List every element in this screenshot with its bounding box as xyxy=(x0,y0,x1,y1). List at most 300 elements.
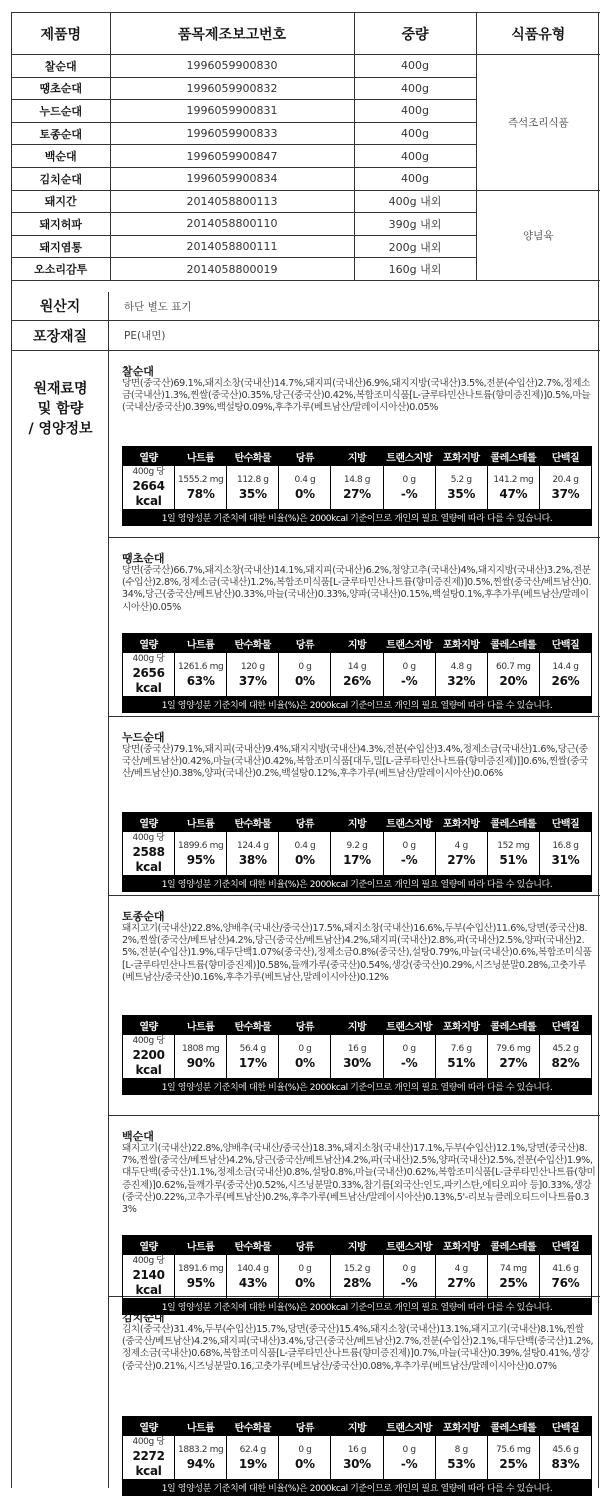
nutrient-percent: 53% xyxy=(447,1456,476,1471)
nutrition-header: 나트륨 xyxy=(175,1417,227,1436)
nutrient-amount: 41.6 g xyxy=(552,1263,579,1274)
nutrient-cell xyxy=(539,1255,591,1299)
nutrient-percent: -% xyxy=(400,1055,418,1070)
nutrition-header: 나트륨 xyxy=(175,447,227,466)
nutrient-amount: 45.6 g xyxy=(552,1444,579,1455)
nutrient-amount: 7.6 g xyxy=(450,1043,472,1054)
nutrient-amount: 1899.6 mg xyxy=(178,840,224,851)
nutrition-header-row xyxy=(123,447,592,466)
ingredients-label-line: / 영양정보 xyxy=(28,421,93,437)
nutrient-percent: -% xyxy=(400,1275,418,1290)
header-product-name: 제품명 xyxy=(12,13,110,55)
weight: 400g xyxy=(354,145,476,168)
nutrition-footnote-row xyxy=(123,510,592,526)
nutrient-amount: 15.2 g xyxy=(343,1263,371,1274)
nutrient-percent: 0% xyxy=(294,1055,315,1070)
ingredients-label-cell xyxy=(12,351,109,1488)
energy-kcal: 2140 kcal xyxy=(132,1268,165,1297)
nutrient-percent: 37% xyxy=(238,673,267,688)
report-number: 1996059900831 xyxy=(110,100,354,123)
nutrition-value-row xyxy=(123,653,592,697)
nutrition-header: 나트륨 xyxy=(175,813,227,832)
nutrient-amount: 60.7 mg xyxy=(496,661,531,672)
nutrition-header: 당류 xyxy=(279,634,331,653)
ingredients-label-line: 및 함량 xyxy=(37,401,84,417)
nutrition-header: 지방 xyxy=(331,1417,383,1436)
energy-cell xyxy=(123,1035,175,1079)
serving-size: 400g 당 xyxy=(132,654,165,664)
nutrition-header: 단백질 xyxy=(539,447,591,466)
nutrition-table xyxy=(122,633,592,713)
nutrient-cell xyxy=(487,466,539,510)
nutrient-percent: 20% xyxy=(499,673,528,688)
nutrient-percent: 95% xyxy=(186,852,215,867)
nutrition-footnote-row xyxy=(123,876,592,892)
packaging-value: PE(내면) xyxy=(124,330,166,342)
nutrient-cell xyxy=(331,1035,383,1079)
origin-row xyxy=(12,292,600,321)
nutrient-cell xyxy=(539,1035,591,1079)
nutrient-amount: 124.4 g xyxy=(237,840,269,851)
packaging-label: 포장재질 xyxy=(12,321,109,350)
nutrient-cell xyxy=(539,653,591,697)
product-name: 백순대 xyxy=(12,145,110,168)
nutrition-table xyxy=(122,1015,592,1095)
product-block xyxy=(109,538,600,717)
nutrient-cell xyxy=(331,466,383,510)
nutrient-amount: 0 g xyxy=(402,840,416,851)
nutrition-header: 포화지방 xyxy=(435,1417,487,1436)
nutrient-cell xyxy=(175,832,227,876)
nutrition-header-row xyxy=(123,1236,592,1255)
nutrient-cell xyxy=(175,466,227,510)
nutrition-header: 당류 xyxy=(279,447,331,466)
nutrient-amount: 45.2 g xyxy=(552,1043,579,1054)
packaging-row xyxy=(12,321,600,351)
nutrition-header: 단백질 xyxy=(539,813,591,832)
nutrient-percent: 0% xyxy=(294,673,315,688)
product-name: 돼지허파 xyxy=(12,213,110,236)
nutrient-percent: 47% xyxy=(499,486,528,501)
nutrition-header: 당류 xyxy=(279,813,331,832)
report-number: 2014058800113 xyxy=(110,190,354,213)
nutrition-header: 지방 xyxy=(331,1236,383,1255)
nutrient-percent: 32% xyxy=(447,673,476,688)
ingredients-text: 당면(중국산)69.1%,돼지소창(국내산)14.7%,돼지피(국내산)6.9%,돼지지방(국내산)3.5%,전분(수입산)2.7%,정제소금(국내산)1.3%,찐쌀(중국산)0.35%,당근(중국산)0.42%,복합조미식품[L-글루타민산나트륨(향미증진제)]0.5%,마늘(국내산/중국산)0.39%,백설탕0.09%,후추가루(베트남산/말레이시아산)0.05% xyxy=(122,378,591,414)
nutrition-header: 콜레스테롤 xyxy=(487,1417,539,1436)
nutrient-percent: 17% xyxy=(238,1055,267,1070)
header-food-type: 식품유형 xyxy=(476,13,600,55)
nutrition-header: 지방 xyxy=(331,634,383,653)
nutrient-cell xyxy=(331,653,383,697)
nutrient-percent: 0% xyxy=(294,486,315,501)
nutrition-header: 지방 xyxy=(331,447,383,466)
nutrient-amount: 0 g xyxy=(402,474,416,485)
serving-size: 400g 당 xyxy=(132,1036,165,1046)
nutrient-percent: 27% xyxy=(343,486,371,501)
nutrition-header: 열량 xyxy=(123,1236,175,1255)
product-row xyxy=(12,55,600,78)
nutrient-percent: 78% xyxy=(186,486,215,501)
nutrient-cell xyxy=(227,466,279,510)
ingredients-label-line: 원재료명 xyxy=(33,381,88,397)
nutrient-cell xyxy=(539,466,591,510)
nutrient-cell xyxy=(279,1035,331,1079)
product-name: 토종순대 xyxy=(12,122,110,145)
nutrition-header: 나트륨 xyxy=(175,1236,227,1255)
nutrition-header: 콜레스테롤 xyxy=(487,447,539,466)
nutrient-amount: 140.4 g xyxy=(237,1263,269,1274)
nutrition-header: 단백질 xyxy=(539,1236,591,1255)
nutrient-amount: 75.6 mg xyxy=(496,1444,531,1455)
nutrition-header: 당류 xyxy=(279,1016,331,1035)
serving-size: 400g 당 xyxy=(132,1256,165,1266)
nutrient-cell xyxy=(383,1436,435,1480)
nutrient-amount: 16 g xyxy=(347,1043,367,1054)
nutrition-header: 포화지방 xyxy=(435,634,487,653)
nutrient-percent: 63% xyxy=(186,673,215,688)
product-info-sheet xyxy=(11,12,599,1494)
nutrient-amount: 79.6 mg xyxy=(496,1043,531,1054)
nutrition-header: 포화지방 xyxy=(435,1236,487,1255)
nutrient-percent: 19% xyxy=(238,1456,267,1471)
nutrient-percent: 94% xyxy=(186,1456,215,1471)
nutrition-footnote: 1일 영양성분 기준치에 대한 비율(%)은 2000kcal 기준이므로 개인의 필요 열량에 따라 다를 수 있습니다. xyxy=(123,510,592,526)
energy-cell xyxy=(123,1255,175,1299)
product-block xyxy=(109,1116,600,1313)
nutrient-percent: 83% xyxy=(551,1456,580,1471)
product-block-name: 땡초순대 xyxy=(122,552,165,565)
nutrient-amount: 62.4 g xyxy=(239,1444,266,1455)
nutrient-percent: 17% xyxy=(343,852,371,867)
nutrient-percent: 26% xyxy=(343,673,371,688)
nutrient-percent: 51% xyxy=(499,852,528,867)
weight: 160g 내외 xyxy=(354,258,476,281)
product-block-name: 백순대 xyxy=(122,1130,154,1143)
weight: 200g 내외 xyxy=(354,235,476,258)
nutrition-header: 콜레스테롤 xyxy=(487,634,539,653)
nutrient-cell xyxy=(175,653,227,697)
weight: 400g xyxy=(354,122,476,145)
energy-kcal: 2588 kcal xyxy=(132,845,165,874)
nutrition-header-row xyxy=(123,1417,592,1436)
nutrient-percent: 25% xyxy=(499,1456,528,1471)
nutrient-cell xyxy=(331,832,383,876)
serving-size: 400g 당 xyxy=(132,467,165,477)
nutrient-amount: 152 mg xyxy=(497,840,530,851)
nutrition-header: 포화지방 xyxy=(435,1016,487,1035)
nutrition-header: 열량 xyxy=(123,1016,175,1035)
weight: 400g 내외 xyxy=(354,190,476,213)
nutrition-header: 당류 xyxy=(279,1417,331,1436)
nutrient-cell xyxy=(227,1035,279,1079)
report-number: 1996059900830 xyxy=(110,55,354,78)
nutrient-amount: 120 g xyxy=(240,661,265,672)
report-number: 1996059900847 xyxy=(110,145,354,168)
nutrient-percent: 0% xyxy=(294,1456,315,1471)
ingredients-text: 당면(중국산)79.1%,돼지피(국내산)9.4%,돼지지방(국내산)4.3%,전분(수입산)3.4%,정제소금(국내산)1.6%,당근(중국산/베트남산)0.42%,마늘(국내산)0.42%,복합조미식품[대두,밀[L-글루타민산나트륨(향미증진제)]]0.6%,찐쌀(중국산/베트남산)0.38%,양파(국내산)0.2%,백설탕0.12%,후추가루(베트남산/말레이시아산)0.06% xyxy=(122,744,588,780)
nutrient-cell xyxy=(435,832,487,876)
nutrient-amount: 8 g xyxy=(454,1444,468,1455)
report-number: 1996059900834 xyxy=(110,167,354,190)
nutrient-percent: 76% xyxy=(551,1275,580,1290)
nutrient-percent: 51% xyxy=(447,1055,476,1070)
product-table-body xyxy=(12,55,600,281)
nutrient-cell xyxy=(383,653,435,697)
nutrition-value-row xyxy=(123,1035,592,1079)
nutrition-header: 단백질 xyxy=(539,1417,591,1436)
nutrient-cell xyxy=(383,1035,435,1079)
report-number: 1996059900833 xyxy=(110,122,354,145)
nutrient-amount: 14 g xyxy=(347,661,367,672)
product-table-header xyxy=(12,13,600,55)
product-block xyxy=(109,351,600,538)
energy-cell xyxy=(123,832,175,876)
report-number: 2014058800111 xyxy=(110,235,354,258)
nutrition-table xyxy=(122,1416,592,1496)
nutrient-percent: 26% xyxy=(551,673,580,688)
nutrient-cell xyxy=(331,1436,383,1480)
energy-kcal: 2664 kcal xyxy=(132,479,165,508)
weight: 400g xyxy=(354,77,476,100)
product-name: 돼지염통 xyxy=(12,235,110,258)
nutrient-amount: 14.4 g xyxy=(552,661,579,672)
nutrition-header: 탄수화물 xyxy=(227,447,279,466)
nutrient-cell xyxy=(435,1255,487,1299)
nutrient-cell xyxy=(435,653,487,697)
nutrition-header: 콜레스테롤 xyxy=(487,813,539,832)
nutrient-amount: 0 g xyxy=(298,1043,312,1054)
nutrient-percent: 28% xyxy=(343,1275,371,1290)
nutrition-header: 트랜스지방 xyxy=(383,447,435,466)
nutrition-header: 단백질 xyxy=(539,634,591,653)
energy-kcal: 2656 kcal xyxy=(132,666,165,695)
nutrition-header: 나트륨 xyxy=(175,634,227,653)
report-number: 1996059900832 xyxy=(110,77,354,100)
nutrient-percent: 0% xyxy=(294,1275,315,1290)
nutrient-amount: 0 g xyxy=(402,1444,416,1455)
nutrient-cell xyxy=(435,466,487,510)
nutrient-percent: 43% xyxy=(238,1275,267,1290)
energy-kcal: 2272 kcal xyxy=(132,1449,165,1478)
product-block-name: 김치순대 xyxy=(122,1311,165,1324)
nutrient-amount: 4 g xyxy=(454,1263,468,1274)
nutrition-header: 트랜스지방 xyxy=(383,634,435,653)
weight: 390g 내외 xyxy=(354,213,476,236)
nutrient-percent: 31% xyxy=(551,852,580,867)
nutrient-percent: 27% xyxy=(499,1055,528,1070)
nutrient-percent: 95% xyxy=(186,1275,215,1290)
report-number: 2014058800019 xyxy=(110,258,354,281)
weight: 400g xyxy=(354,100,476,123)
product-block xyxy=(109,896,600,1116)
nutrient-percent: 27% xyxy=(447,852,476,867)
nutrient-amount: 1555.2 mg xyxy=(178,474,224,485)
nutrient-amount: 4 g xyxy=(454,840,468,851)
energy-cell xyxy=(123,466,175,510)
nutrient-percent: 82% xyxy=(551,1055,580,1070)
nutrient-percent: -% xyxy=(400,673,418,688)
energy-cell xyxy=(123,653,175,697)
nutrient-amount: 0.4 g xyxy=(294,474,316,485)
nutrient-amount: 0 g xyxy=(298,1444,312,1455)
product-name: 누드순대 xyxy=(12,100,110,123)
nutrition-header: 콜레스테롤 xyxy=(487,1236,539,1255)
nutrition-header: 열량 xyxy=(123,813,175,832)
nutrient-cell xyxy=(279,466,331,510)
nutrition-header: 트랜스지방 xyxy=(383,1016,435,1035)
product-block xyxy=(109,717,600,896)
nutrition-footnote-row xyxy=(123,1079,592,1095)
nutrition-header: 트랜스지방 xyxy=(383,1417,435,1436)
nutrient-percent: 27% xyxy=(447,1275,476,1290)
ingredients-text: 돼지고기(국내산)22.8%,양배추(국내산/중국산)17.5%,돼지소창(국내산)16.6%,두부(수입산)11.6%,당면(중국산)8.2%,찐쌀(중국산/베트남산)4.2%,당근(중국산/베트남산)4.2%,돼지피(국내산)2.8%,파(국내산)2.5%,양파(국내산)2.5%,전분(수입산)1.9%,대두단백1.07%(중국산),정제소금0.8%(중국산),설탕0.79%,마늘(국내산)0.6%,복합조미식품[L-글루타민산나트륨(향미증진제)]0.58%,들깨가루(중국산)0.54%,생강(중국산)0.29%,시즈닝분말0.28%,고춧가루(베트남산/중국산)0.16%,후추가루(베트남산,말레이시아산)0.12% xyxy=(122,923,592,983)
nutrition-header: 지방 xyxy=(331,1016,383,1035)
ingredients-text: 돼지고기(국내산)22.8%,양배추(국내산/중국산)18.3%,돼지소창(국내산)17.1%,두부(수입산)12.1%,당면(중국산)8.7%,찐쌀(중국산/베트남산)4.2%,당근(중국산/베트남산)4.2%,파(국내산)2.5%,양파(국내산)2.5%,전분(수입산)1.9%,대두단백(중국산)1.1%,정제소금(국내산)0.8%,설탕0.8%,마늘(국내산)0.62%,복합조미식품[L-글루타민산나트륨(향미증진제)]0.62%,들깨가루(중국산)0.52%,시즈닝분말0.33%,참기름[외국산:인도,파키스탄,에티오피아 등]0.33%,생강(중국산)0.22%,고추가루(베트남산)0.2%,후추가루(베트남산/말레이시아산)0.13%,5'-리보뉴클레오티드이나트륨0.33% xyxy=(122,1143,596,1216)
nutrient-cell xyxy=(383,1255,435,1299)
nutrition-header: 당류 xyxy=(279,1236,331,1255)
nutrient-cell xyxy=(487,1255,539,1299)
nutrition-header: 열량 xyxy=(123,447,175,466)
nutrient-cell xyxy=(279,1436,331,1480)
nutrient-amount: 1808 mg xyxy=(181,1043,220,1054)
nutrition-header: 탄수화물 xyxy=(227,1016,279,1035)
nutrient-percent: 38% xyxy=(238,852,267,867)
nutrient-cell xyxy=(175,1255,227,1299)
nutrition-header: 트랜스지방 xyxy=(383,1236,435,1255)
nutrient-percent: -% xyxy=(400,852,418,867)
nutrient-amount: 14.8 g xyxy=(343,474,371,485)
nutrient-amount: 74 mg xyxy=(499,1263,527,1274)
nutrient-cell xyxy=(331,1255,383,1299)
nutrient-percent: 90% xyxy=(186,1055,215,1070)
nutrient-cell xyxy=(279,653,331,697)
nutrient-cell xyxy=(487,832,539,876)
nutrition-header: 열량 xyxy=(123,1417,175,1436)
product-block-name: 토종순대 xyxy=(122,910,165,923)
nutrition-value-row xyxy=(123,1436,592,1480)
product-block-name: 찰순대 xyxy=(122,365,154,378)
nutrition-footnote: 1일 영양성분 기준치에 대한 비율(%)은 2000kcal 기준이므로 개인의 필요 열량에 따라 다를 수 있습니다. xyxy=(123,876,592,892)
nutrition-footnote: 1일 영양성분 기준치에 대한 비율(%)은 2000kcal 기준이므로 개인의 필요 열량에 따라 다를 수 있습니다. xyxy=(123,1299,592,1315)
product-row xyxy=(12,190,600,213)
nutrient-amount: 0 g xyxy=(402,1263,416,1274)
nutrition-header: 단백질 xyxy=(539,1016,591,1035)
nutrient-amount: 112.8 g xyxy=(237,474,269,485)
nutrition-header: 탄수화물 xyxy=(227,634,279,653)
ingredients-text: 김치(중국산)31.4%,두부(수입산)15.7%,당면(중국산)15.4%,돼지소창(국내산)13.1%,돼지고기(국내산)8.1%,찐쌀(중국산/베트남산)4.2%,돼지피(국내산)3.4%,당근(중국산/베트남산)2.7%,전분(수입산)2.1%,대두단백(중국산)1.2%,정제소금(국내산)0.68%,복합조미식품[L-글루타민산나트륨(향미증진제)]0.7%,마늘(국내산)0.39%,설탕0.41%,생강(중국산)0.21%,시즈닝분말0.16,고춧가루(베트남산/중국산)0.08%,후추가루(베트남산/말레이시아산)0.07% xyxy=(122,1324,594,1372)
nutrition-header: 콜레스테롤 xyxy=(487,1016,539,1035)
nutrient-percent: 25% xyxy=(499,1275,528,1290)
nutrient-amount: 16.8 g xyxy=(552,840,579,851)
product-name: 김치순대 xyxy=(12,167,110,190)
nutrition-table xyxy=(122,812,592,892)
energy-kcal: 2200 kcal xyxy=(132,1048,165,1077)
nutrient-amount: 4.8 g xyxy=(450,661,472,672)
nutrition-footnote: 1일 영양성분 기준치에 대한 비율(%)은 2000kcal 기준이므로 개인의 필요 열량에 따라 다를 수 있습니다. xyxy=(123,1079,592,1095)
serving-size: 400g 당 xyxy=(132,1437,165,1447)
report-number: 2014058800110 xyxy=(110,213,354,236)
nutrient-percent: 0% xyxy=(294,852,315,867)
product-table xyxy=(12,12,600,281)
nutrient-cell xyxy=(227,832,279,876)
nutrient-cell xyxy=(383,466,435,510)
nutrient-amount: 20.4 g xyxy=(552,474,579,485)
nutrition-header: 포화지방 xyxy=(435,813,487,832)
ingredients-label xyxy=(12,379,109,439)
nutrition-footnote: 1일 영양성분 기준치에 대한 비율(%)은 2000kcal 기준이므로 개인의 필요 열량에 따라 다를 수 있습니다. xyxy=(123,1480,592,1496)
nutrient-percent: 30% xyxy=(343,1456,371,1471)
nutrition-header: 탄수화물 xyxy=(227,1417,279,1436)
nutrition-header: 탄수화물 xyxy=(227,1236,279,1255)
nutrient-cell xyxy=(279,1255,331,1299)
nutrient-cell xyxy=(539,832,591,876)
nutrient-amount: 0.4 g xyxy=(294,840,316,851)
energy-cell xyxy=(123,1436,175,1480)
nutrient-amount: 1261.6 mg xyxy=(178,661,224,672)
nutrient-cell xyxy=(175,1035,227,1079)
nutrient-cell xyxy=(487,653,539,697)
nutrient-amount: 56.4 g xyxy=(239,1043,266,1054)
weight: 400g xyxy=(354,55,476,78)
nutrient-percent: 35% xyxy=(238,486,267,501)
nutrient-amount: 16 g xyxy=(347,1444,367,1455)
nutrient-cell xyxy=(487,1035,539,1079)
ingredients-section xyxy=(12,351,600,1494)
nutrient-cell xyxy=(383,832,435,876)
product-name: 오소리감투 xyxy=(12,258,110,281)
nutrient-percent: 35% xyxy=(447,486,476,501)
nutrient-cell xyxy=(227,1255,279,1299)
nutrition-header-row xyxy=(123,1016,592,1035)
weight: 400g xyxy=(354,167,476,190)
nutrient-amount: 141.2 mg xyxy=(493,474,534,485)
nutrition-header: 지방 xyxy=(331,813,383,832)
nutrient-cell xyxy=(435,1035,487,1079)
nutrient-amount: 0 g xyxy=(402,1043,416,1054)
nutrition-header: 트랜스지방 xyxy=(383,813,435,832)
nutrient-cell xyxy=(227,1436,279,1480)
nutrient-amount: 5.2 g xyxy=(450,474,472,485)
nutrition-header-row xyxy=(123,634,592,653)
product-block-name: 누드순대 xyxy=(122,731,165,744)
nutrient-amount: 9.2 g xyxy=(346,840,368,851)
nutrition-header: 탄수화물 xyxy=(227,813,279,832)
product-name: 찰순대 xyxy=(12,55,110,78)
nutrient-percent: -% xyxy=(400,1456,418,1471)
origin-label: 원산지 xyxy=(12,292,109,320)
nutrition-footnote: 1일 영양성분 기준치에 대한 비율(%)은 2000kcal 기준이므로 개인의 필요 열량에 따라 다를 수 있습니다. xyxy=(123,697,592,713)
nutrient-percent: -% xyxy=(400,486,418,501)
nutrient-cell xyxy=(487,1436,539,1480)
nutrition-value-row xyxy=(123,466,592,510)
nutrient-cell xyxy=(227,653,279,697)
serving-size: 400g 당 xyxy=(132,833,165,843)
nutrient-cell xyxy=(539,1436,591,1480)
nutrition-footnote-row xyxy=(123,697,592,713)
product-name: 돼지간 xyxy=(12,190,110,213)
nutrient-percent: 30% xyxy=(343,1055,371,1070)
nutrition-header: 포화지방 xyxy=(435,447,487,466)
product-name: 땡초순대 xyxy=(12,77,110,100)
food-type: 즉석조리식품 xyxy=(476,55,600,191)
nutrient-cell xyxy=(175,1436,227,1480)
nutrient-amount: 0 g xyxy=(402,661,416,672)
nutrition-value-row xyxy=(123,832,592,876)
nutrient-amount: 1883.2 mg xyxy=(178,1444,224,1455)
ingredients-text: 당면(중국산)66.7%,돼지소창(국내산)14.1%,돼지피(국내산)6.2%,청양고추(국내산)4%,돼지지방(국내산)3.2%,전분(수입산)2.8%,정제소금(국내산)1.2%,복합조미식품[L-글루타민산나트륨(향미증진제)]0.5%,찐쌀(중국산/베트남산)0.34%,당근(중국산/베트남산)0.33%,마늘(국내산)0.33%,양파(국내산)0.15%,백설탕0.1%,후추가루(베트남산/말레이시아산)0.05% xyxy=(122,565,592,613)
nutrient-amount: 1891.6 mg xyxy=(178,1263,224,1274)
